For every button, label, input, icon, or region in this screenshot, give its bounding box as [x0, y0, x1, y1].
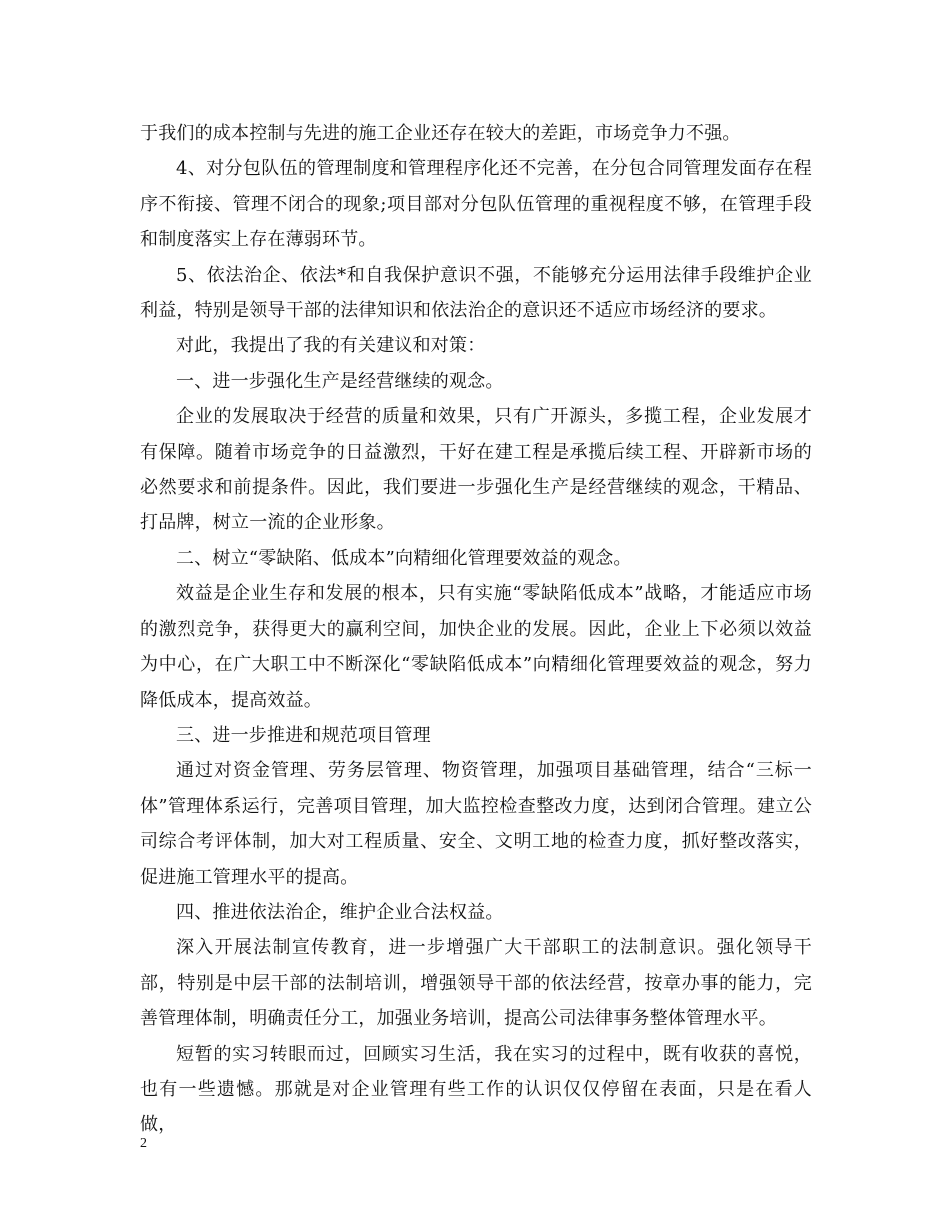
- page-number: 2: [140, 1136, 147, 1151]
- paragraph-suggestion-four: 深入开展法制宣传教育，进一步增强广大干部职工的法制意识。强化领导干部，特别是中层干部的法制培训，增强领导干部的依法经营，按章办事的能力，完善管理体制，明确责任分工，加强业务培训，提高公司法律事务整体管理水平。: [140, 937, 812, 1030]
- paragraph-suggestion-two: 效益是企业生存和发展的根本，只有实施“零缺陷低成本”战略，才能适应市场的激烈竞争，获得更大的赢利空间，加快企业的发展。因此，企业上下必须以效益为中心，在广大职工中不断深化“零缺陷低成本”向精细化管理要效益的观念，努力降低成本，提高效益。: [140, 583, 812, 711]
- heading-suggestion-one: 一、进一步强化生产是经营继续的观念。: [176, 370, 504, 392]
- paragraph-internship-reflection: 短暂的实习转眼而过，回顾实习生活，我在实习的过程中，既有收获的喜悦，也有一些遗憾。那就是对企业管理有些工作的认识仅仅停留在表面，只是在看人做，: [140, 1043, 812, 1136]
- paragraph-suggestion-three: 通过对资金管理、劳务层管理、物资管理，加强项目基础管理，结合“三标一体”管理体系运行，完善项目管理，加大监控检查整改力度，达到闭合管理。建立公司综合考评体制，加大对工程质量、安全、文明工地的检查力度，抓好整改落实，促进施工管理水平的提高。: [140, 760, 812, 888]
- document-body: [140, 116, 812, 1143]
- paragraph-legal-awareness: 5、依法治企、依法*和自我保护意识不强，不能够充分运用法律手段维护企业利益，特别是领导干部的法律知识和依法治企的意识还不适应市场经济的要求。: [140, 264, 812, 322]
- heading-suggestion-four: 四、推进依法治企，维护企业合法权益。: [176, 901, 504, 923]
- paragraph-suggestion-one: 企业的发展取决于经营的质量和效果，只有广开源头，多揽工程，企业发展才有保障。随着市场竞争的日益激烈，干好在建工程是承揽后续工程、开辟新市场的必然要求和前提条件。因此，我们要进一步强化生产是经营继续的观念，干精品、打品牌，树立一流的企业形象。: [140, 406, 812, 534]
- paragraph-continuation: 于我们的成本控制与先进的施工企业还存在较大的差距，市场竞争力不强。: [140, 123, 741, 144]
- paragraph-subcontract-management: 4、对分包队伍的管理制度和管理程序化还不完善，在分包合同管理发面存在程序不衔接、管理不闭合的现象;项目部对分包队伍管理的重视程度不够，在管理手段和制度落实上存在薄弱环节。: [140, 158, 812, 251]
- heading-suggestion-three: 三、进一步推进和规范项目管理: [176, 724, 431, 746]
- heading-suggestion-two: 二、树立“零缺陷、低成本”向精细化管理要效益的观念。: [176, 547, 632, 569]
- paragraph-suggestions-intro: 对此，我提出了我的有关建议和对策：: [176, 335, 486, 357]
